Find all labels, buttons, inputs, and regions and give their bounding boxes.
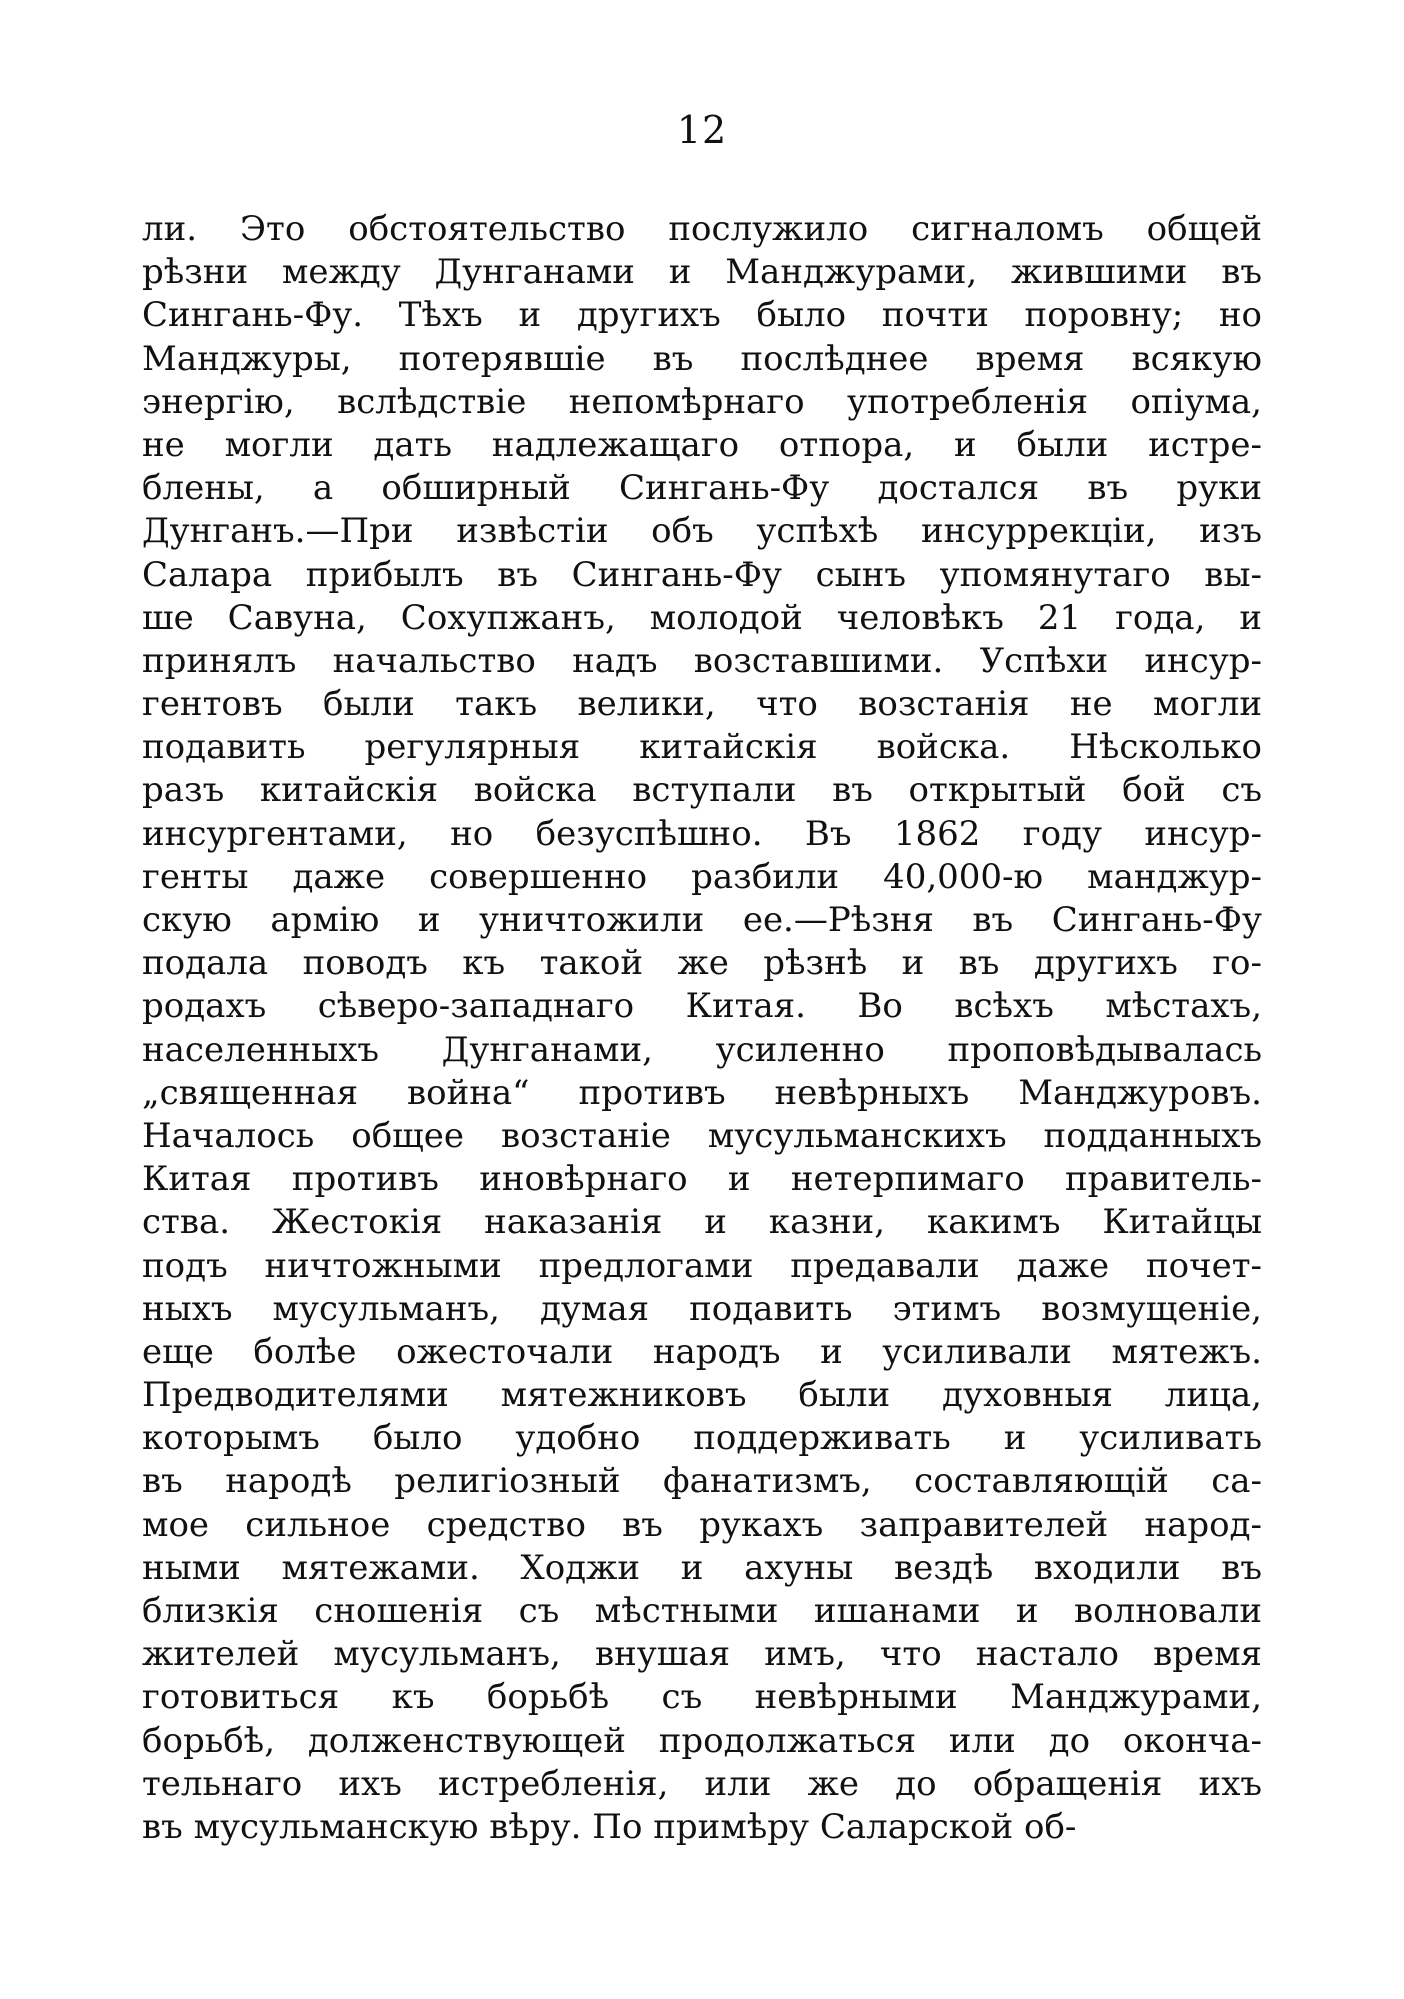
text-line: разъ китайскія войска вступали въ открытый бой съ [142,770,1262,811]
text-line: еще болѣе ожесточали народъ и усиливали мятежъ. [142,1331,1262,1372]
text-line: подъ ничтожными предлогами предавали даже почет- [142,1245,1262,1286]
text-line: принялъ начальство надъ возставшими. Успѣхи инсур- [142,640,1262,681]
text-line: генты даже совершенно разбили 40,000-ю манджур- [142,856,1262,897]
text-line: Салара прибылъ въ Сингань-Фу сынъ упомянутаго вы- [142,554,1262,595]
text-line: энергію, вслѣдствіе непомѣрнаго употребленія опіума, [142,381,1262,422]
text-line: родахъ сѣверо-западнаго Китая. Во всѣхъ мѣстахъ, [142,986,1262,1027]
text-line: Дунганъ.—При извѣстіи объ успѣхѣ инсуррекціи, изъ [142,511,1262,552]
text-line: Предводителями мятежниковъ были духовныя лица, [142,1375,1262,1416]
text-line: блены, а обширный Сингань-Фу достался въ руки [142,468,1262,509]
text-line: жителей мусульманъ, внушая имъ, что настало время [142,1634,1262,1675]
text-line: въ мусульманскую вѣру. По примѣру Саларской об- [142,1806,1077,1847]
page-number: 12 [676,108,728,152]
text-line: Манджуры, потерявшіе въ послѣднее время всякую [142,338,1262,379]
text-line: гентовъ были такъ велики, что возстанія не могли [142,684,1262,725]
text-line: рѣзни между Дунганами и Манджурами, жившими въ [142,252,1262,293]
text-line: подала поводъ къ такой же рѣзнѣ и въ другихъ го- [142,943,1262,984]
text-line: „священная война“ противъ невѣрныхъ Манджуровъ. [142,1072,1262,1113]
text-line: инсургентами, но безуспѣшно. Въ 1862 году инсур- [142,813,1262,854]
text-line: ства. Жестокія наказанія и казни, какимъ Китайцы [142,1202,1262,1243]
text-line: въ народѣ религіозный фанатизмъ, составляющій са- [142,1461,1262,1502]
text-line: Сингань-Фу. Тѣхъ и другихъ было почти поровну; но [142,295,1262,336]
text-line: скую армію и уничтожили ее.—Рѣзня въ Сингань-Фу [142,900,1262,940]
text-line: ными мятежами. Ходжи и ахуны вездѣ входили въ [142,1547,1262,1588]
text-line: готовиться къ борьбѣ съ невѣрными Манджурами, [142,1677,1262,1718]
text-line: ше Савуна, Сохупжанъ, молодой человѣкъ 21 года, и [142,597,1262,638]
text-line: подавить регулярныя китайскія войска. Нѣсколько [142,727,1262,768]
text-line: Китая противъ иновѣрнаго и нетерпимаго правитель- [142,1159,1262,1200]
text-line: которымъ было удобно поддерживать и усиливать [142,1418,1262,1459]
text-line: тельнаго ихъ истребленія, или же до обращенія ихъ [142,1763,1262,1804]
text-line: населенныхъ Дунганами, усиленно проповѣдывалась [142,1029,1262,1070]
text-line: ли. Это обстоятельство послужило сигналомъ общей [142,209,1262,249]
text-line: близкія сношенія съ мѣстными ишанами и волновали [142,1591,1262,1631]
text-line: ныхъ мусульманъ, думая подавить этимъ возмущеніе, [142,1288,1262,1329]
text-line: не могли дать надлежащаго отпора, и были истре- [142,424,1262,465]
body-text [142,208,1262,1849]
text-line: мое сильное средство въ рукахъ заправителей народ- [142,1504,1262,1545]
text-line: борьбѣ, долженствующей продолжаться или до оконча- [142,1720,1262,1761]
text-line: Началось общее возстаніе мусульманскихъ подданныхъ [142,1115,1262,1156]
